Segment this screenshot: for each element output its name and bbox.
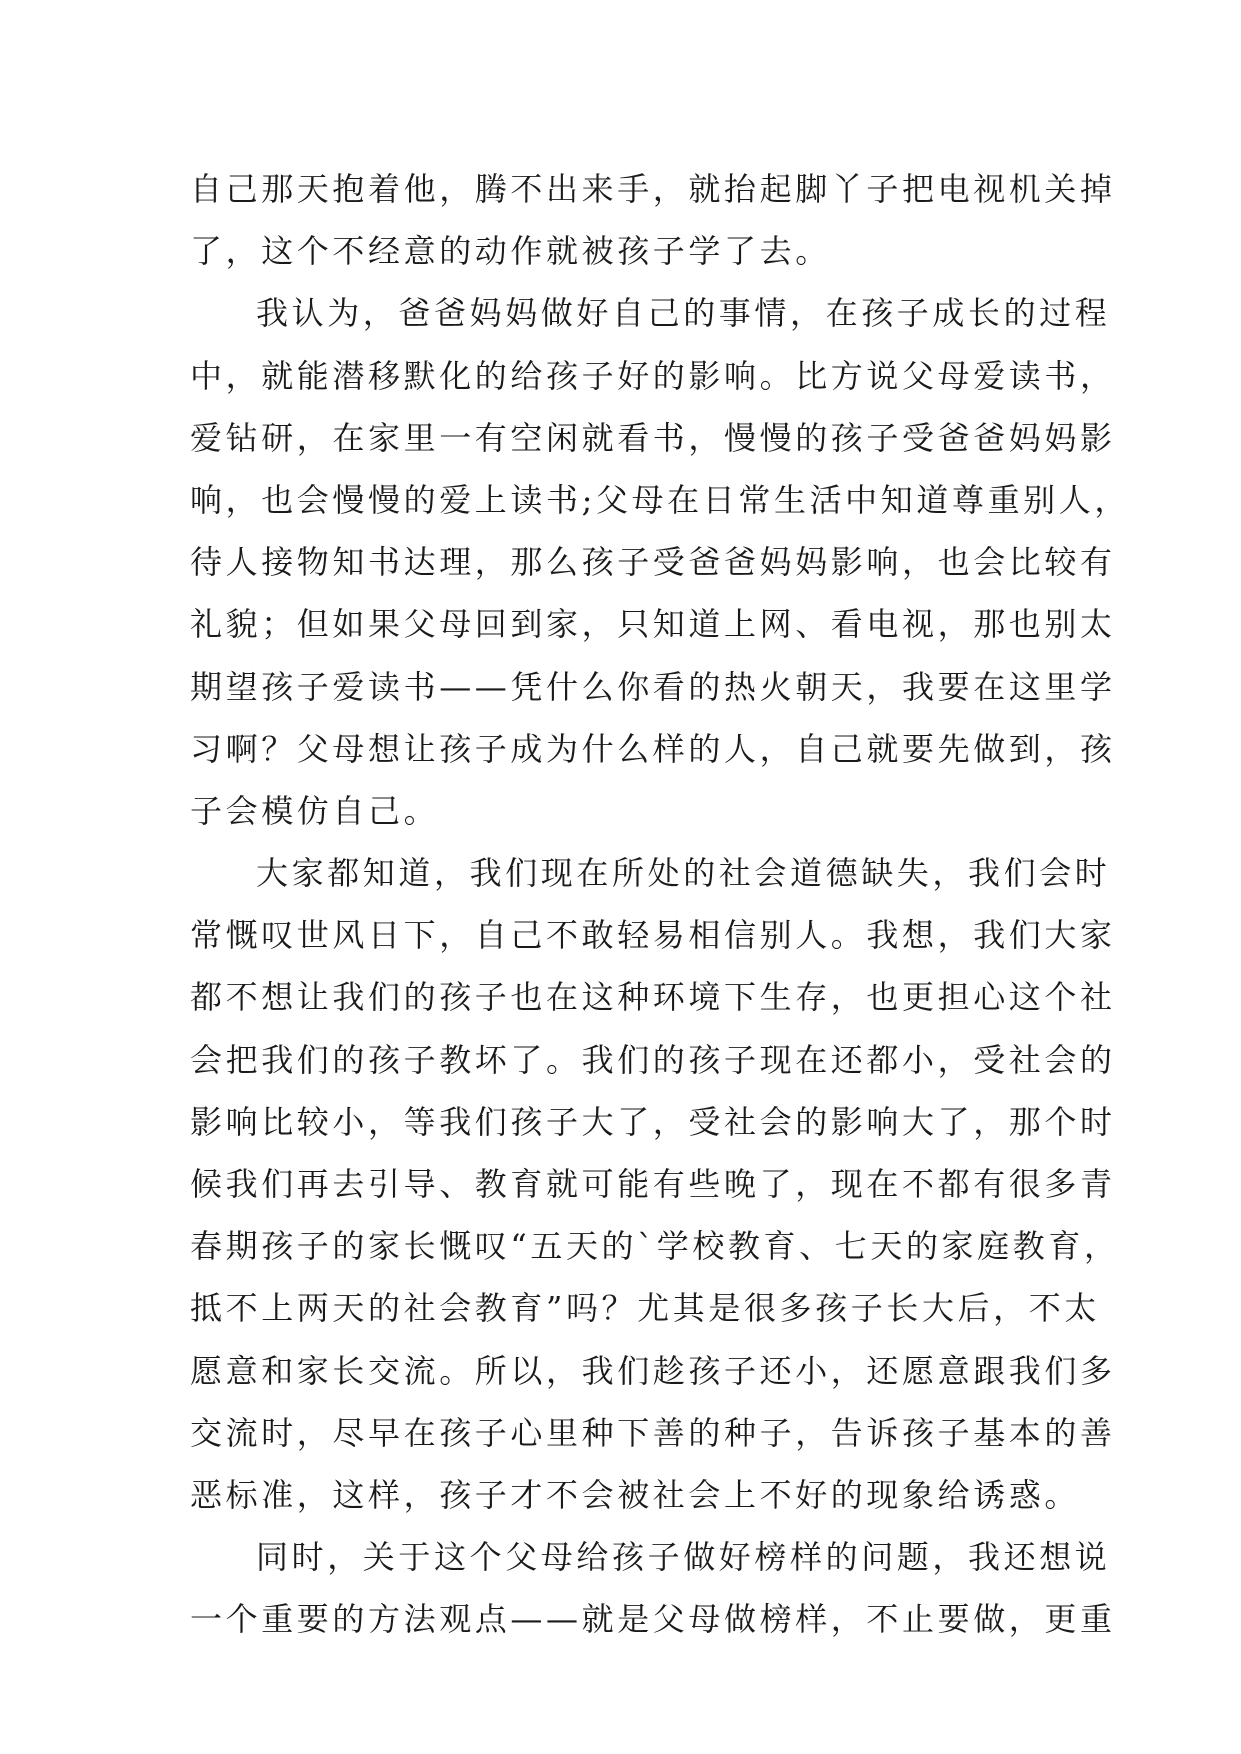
text-line: 一个重要的方法观点——就是父母做榜样，不止要做，更重 bbox=[190, 1600, 1116, 1639]
text-line: 候我们再去引导、教育就可能有些晚了，现在不都有很多青 bbox=[190, 1165, 1116, 1203]
text-line: 习啊？父母想让孩子成为什么样的人，自己就要先做到，孩 bbox=[190, 729, 1116, 768]
text-line: 抵不上两天的社会教育”吗？尤其是很多孩子长大后，不太 bbox=[190, 1289, 1100, 1328]
paragraph-first-line: 我认为，爸爸妈妈做好自己的事情，在孩子成长的过程 bbox=[256, 294, 1111, 333]
paragraph-first-line: 大家都知道，我们现在所处的社会道德缺失，我们会时 bbox=[256, 854, 1111, 893]
text-line: 了，这个不经意的动作就被孩子学了去。 bbox=[190, 232, 831, 271]
text-line: 自己那天抱着他，腾不出来手，就抬起脚丫子把电视机关掉 bbox=[190, 170, 1116, 208]
text-line: 愿意和家长交流。所以，我们趁孩子还小，还愿意跟我们多 bbox=[190, 1351, 1116, 1390]
text-line: 爱钻研，在家里一有空闲就看书，慢慢的孩子受爸爸妈妈影 bbox=[190, 418, 1116, 457]
text-line: 交流时，尽早在孩子心里种下善的种子，告诉孩子基本的善 bbox=[190, 1413, 1116, 1452]
text-line: 都不想让我们的孩子也在这种环境下生存，也更担心这个社 bbox=[190, 978, 1116, 1017]
text-line: 会把我们的孩子教坏了。我们的孩子现在还都小，受社会的 bbox=[190, 1040, 1116, 1079]
paragraph-first-line: 同时，关于这个父母给孩子做好榜样的问题，我还想说 bbox=[256, 1538, 1111, 1577]
text-line: 子会模仿自己。 bbox=[190, 791, 440, 830]
text-line: 中，就能潜移默化的给孩子好的影响。比方说父母爱读书， bbox=[190, 356, 1116, 395]
text-line: 待人接物知书达理，那么孩子受爸爸妈妈影响，也会比较有 bbox=[190, 543, 1116, 582]
document-body bbox=[190, 158, 1130, 1651]
text-line: 常慨叹世风日下，自己不敢轻易相信别人。我想，我们大家 bbox=[190, 916, 1116, 955]
text-line: 春期孩子的家长慨叹“五天的`学校教育、七天的家庭教育， bbox=[190, 1227, 1120, 1266]
text-line: 礼貌；但如果父母回到家，只知道上网、看电视，那也别太 bbox=[190, 605, 1116, 644]
text-line: 响，也会慢慢的爱上读书;父母在日常生活中知道尊重别人， bbox=[190, 480, 1130, 519]
text-line: 期望孩子爱读书——凭什么你看的热火朝天，我要在这里学 bbox=[190, 667, 1116, 706]
text-line: 恶标准，这样，孩子才不会被社会上不好的现象给诱惑。 bbox=[190, 1475, 1081, 1514]
text-line: 影响比较小，等我们孩子大了，受社会的影响大了，那个时 bbox=[190, 1102, 1116, 1141]
